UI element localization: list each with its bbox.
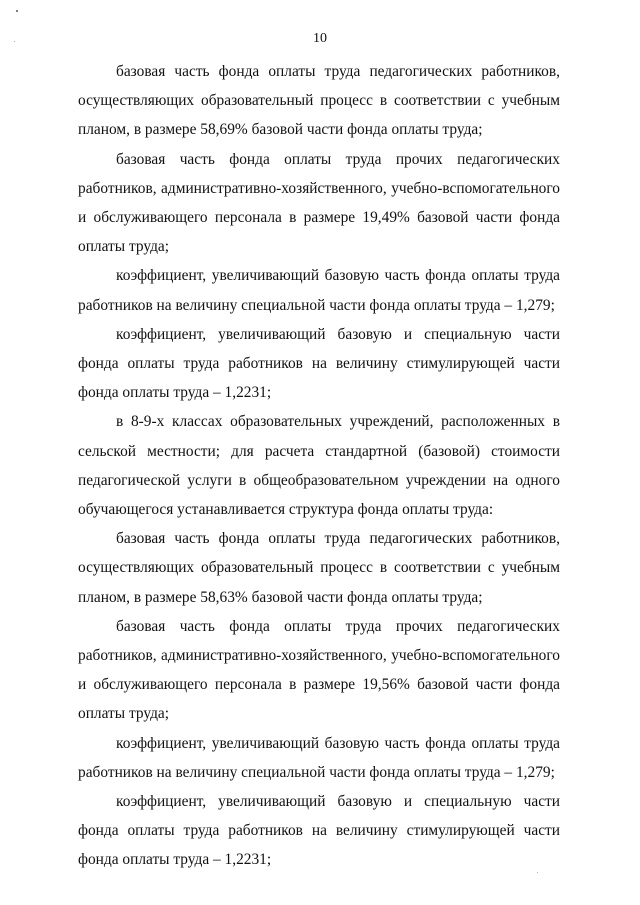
paragraph: коэффициент, увеличивающий базовую часть фонда оплаты труда работников на величину специальной части фонда оплаты труда – 1,279; — [78, 267, 560, 314]
paragraph: базовая часть фонда оплаты труда педагогических работников, осуществляющих образовательный процесс в соответствии с учебным планом, в размере 58,63% базовой части фонда оплаты труда; — [78, 530, 560, 606]
paragraph: базовая часть фонда оплаты труда педагогических работников, осуществляющих образовательный процесс в соответствии с учебным планом, в размере 58,69% базовой части фонда оплаты труда; — [78, 63, 560, 139]
scan-speck — [16, 10, 18, 12]
paragraph: базовая часть фонда оплаты труда прочих педагогических работников, административно-хозяйственного, учебно-вспомогательного и обслуживающего персонала в размере 19,49% базовой части фонда оплаты труда; — [78, 150, 560, 256]
paragraph: базовая часть фонда оплаты труда прочих педагогических работников, административно-хозяйственного, учебно-вспомогательного и обслуживающего персонала в размере 19,56% базовой части фонда оплаты труда; — [78, 617, 560, 723]
paragraph: коэффициент, увеличивающий базовую и специальную части фонда оплаты труда работников на величину стимулирующей части фонда оплаты труда – 1,2231; — [78, 325, 560, 402]
document-body — [78, 57, 560, 875]
paragraph: коэффициент, увеличивающий базовую часть фонда оплаты труда работников на величину специальной части фонда оплаты труда – 1,279; — [78, 734, 560, 781]
page-number: 10 — [313, 31, 327, 46]
paragraph: в 8-9-х классах образовательных учреждений, расположенных в сельской местности; для расчета стандартной (базовой) стоимости педагогической услуги в общеобразовательном учреждении на одного обучающегося устанавливается структура фонда оплаты труда: — [78, 413, 560, 519]
paragraph: коэффициент, увеличивающий базовую и специальную части фонда оплаты труда работников на величину стимулирующей части фонда оплаты труда – 1,2231; — [78, 793, 560, 869]
